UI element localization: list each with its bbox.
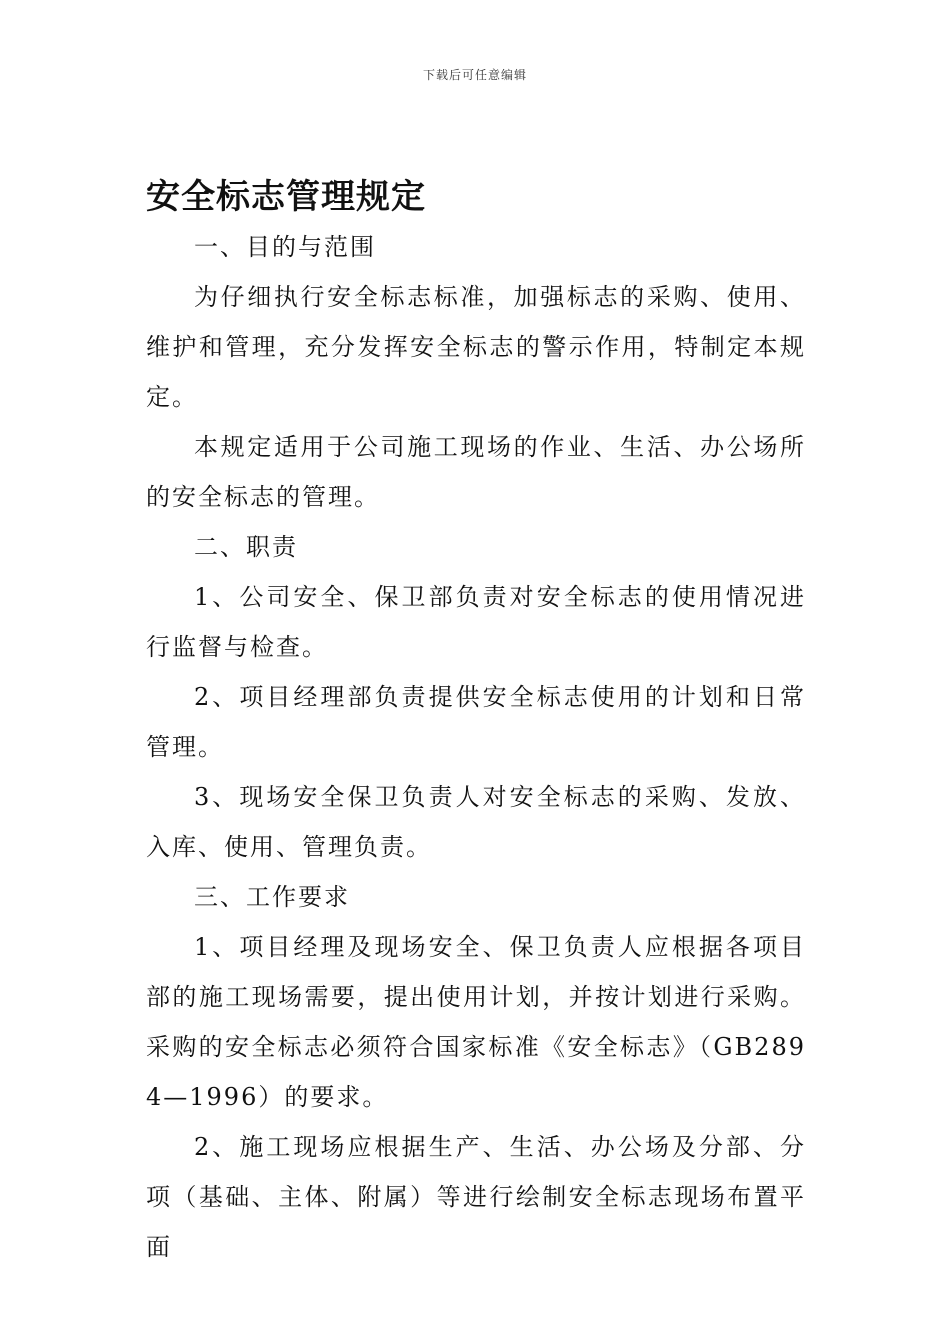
section-heading-requirements: 三、工作要求 xyxy=(194,883,350,911)
paragraph-requirement-2: 2、施工现场应根据生产、生活、办公场及分部、分项（基础、主体、附属）等进行绘制安全标志现场布置平面 xyxy=(146,1133,806,1261)
paragraph-requirement-1: 1、项目经理及现场安全、保卫负责人应根据各项目部的施工现场需要，提出使用计划，并按计划进行采购。采购的安全标志必须符合国家标准《安全标志》（GB2894—1996）的要求。 xyxy=(146,933,806,1111)
paragraph-scope: 本规定适用于公司施工现场的作业、生活、办公场所的安全标志的管理。 xyxy=(146,433,806,511)
section-heading-purpose: 一、目的与范围 xyxy=(194,233,376,261)
section-heading-duties: 二、职责 xyxy=(194,533,298,561)
paragraph-duty-1: 1、公司安全、保卫部负责对安全标志的使用情况进行监督与检查。 xyxy=(146,583,806,661)
document-body xyxy=(146,172,806,1272)
document-title: 安全标志管理规定 xyxy=(146,177,426,217)
header-note: 下载后可任意编辑 xyxy=(422,68,527,82)
paragraph-duty-3: 3、现场安全保卫负责人对安全标志的采购、发放、入库、使用、管理负责。 xyxy=(146,783,806,861)
paragraph-duty-2: 2、项目经理部负责提供安全标志使用的计划和日常管理。 xyxy=(146,683,806,761)
paragraph-purpose: 为仔细执行安全标志标准，加强标志的采购、使用、维护和管理，充分发挥安全标志的警示作用，特制定本规定。 xyxy=(146,283,806,411)
